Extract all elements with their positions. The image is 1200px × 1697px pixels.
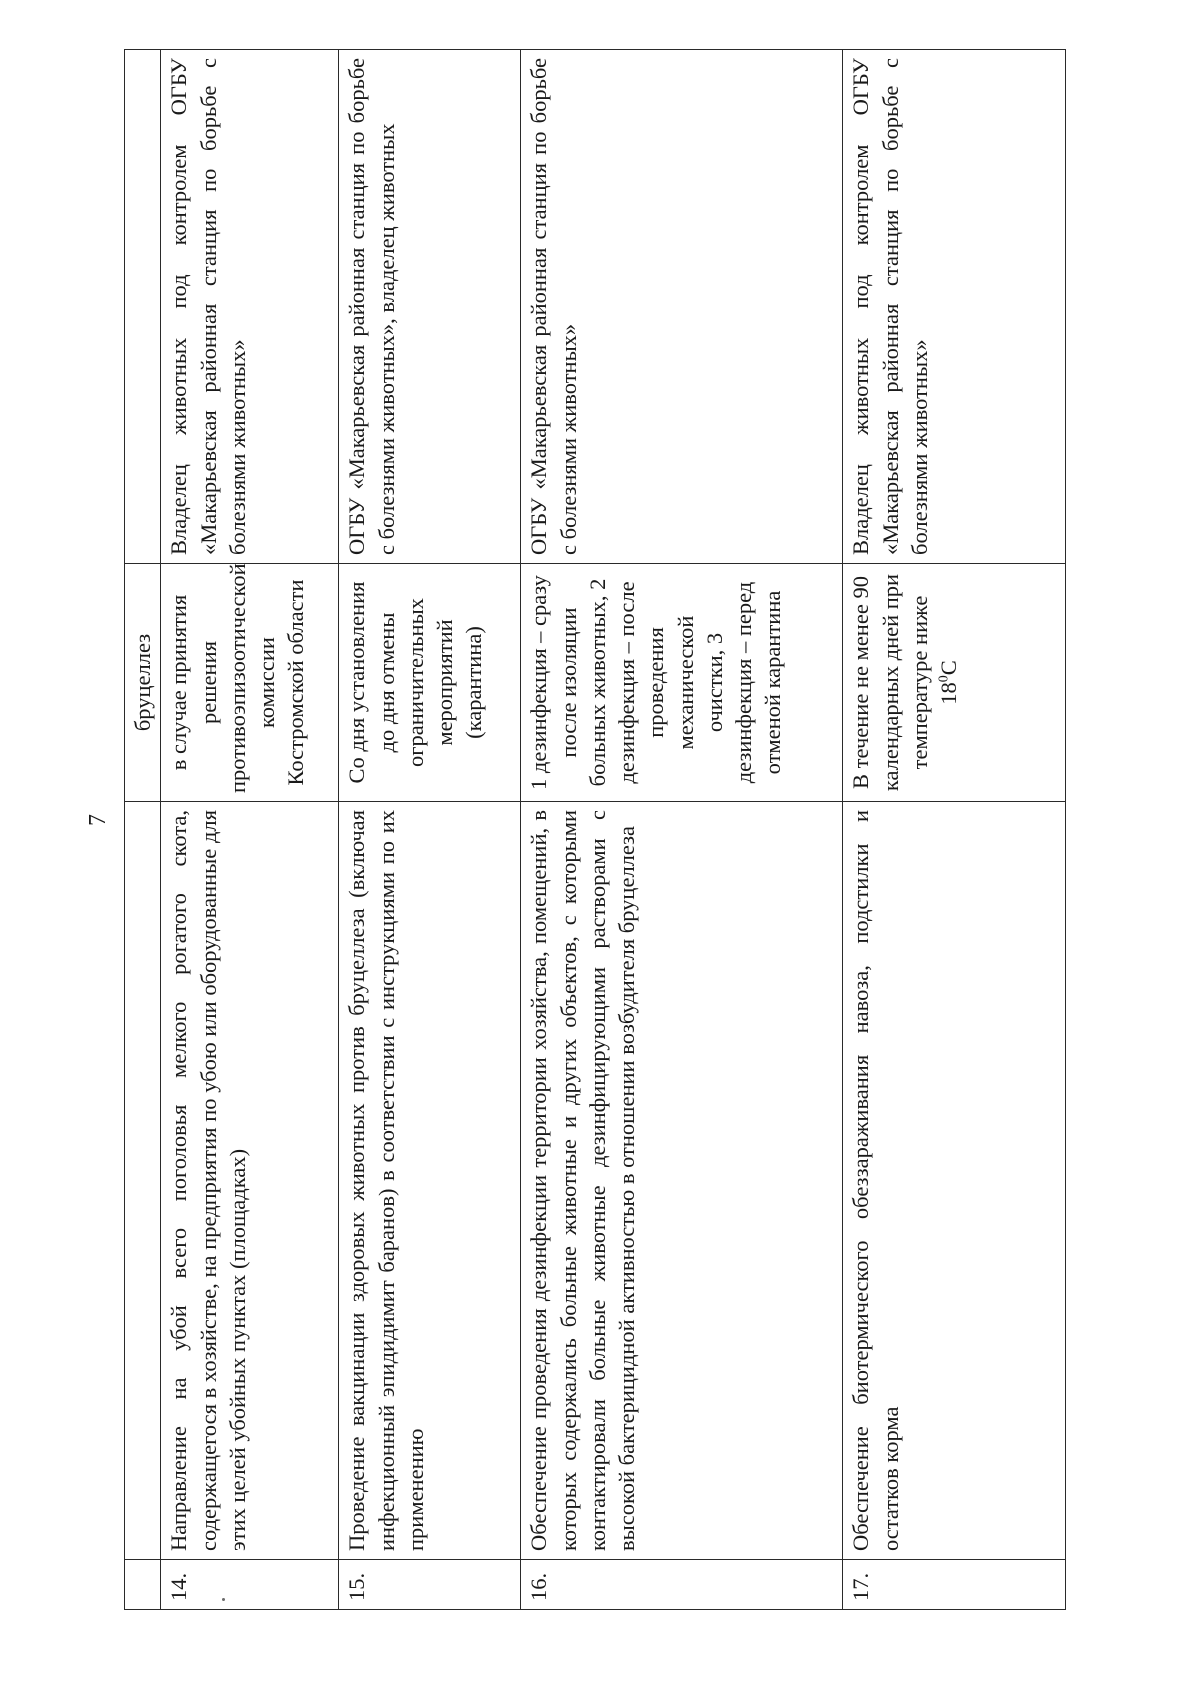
row-action: Обеспечение проведения дезинфекции территории хозяйства, помещений, в которых содержались больные животные и других объектов, с которыми контактировали больные животные дезинфицирующими растворами с высокой бактерицидной активностью в отношении возбудителя бруцеллеза: [521, 802, 843, 1560]
row-responsible: Владелец животных под контролем ОГБУ «Макарьевская районная станция по борьбе с болезнями животных»: [161, 50, 339, 564]
row-time: в случае принятия решения противоэпизоотической комиссии Костромской области: [161, 564, 339, 802]
table-row: [843, 50, 1066, 1610]
page-number: 7: [85, 814, 111, 826]
header-responsible-cell: [125, 50, 161, 564]
temperature-unit: С: [936, 660, 961, 676]
row-responsible: Владелец животных под контролем ОГБУ «Макарьевская районная станция по борьбе с болезнями животных»: [843, 50, 1066, 564]
row-action: Проведение вакцинации здоровых животных против бруцеллеза (включая инфекционный эпидидимит баранов) в соответствии с инструкциями по их применению: [339, 802, 521, 1560]
row-responsible: ОГБУ «Макарьевская районная станция по борьбе с болезнями животных», владелец животных: [339, 50, 521, 564]
row-number: 14.: [161, 1560, 339, 1610]
row-time: Со дня установления до дня отмены ограничительных мероприятий (карантина): [339, 564, 521, 802]
row-responsible: ОГБУ «Макарьевская районная станция по борьбе с болезнями животных»: [521, 50, 843, 564]
degree-superscript: 0: [936, 675, 952, 683]
table-row: [521, 50, 843, 1610]
row-time: 1 дезинфекция – сразу после изоляции больных животных, 2 дезинфекция – после проведения механической очистки, 3 дезинфекция – перед отменой карантина: [521, 564, 843, 802]
header-time-cell: бруцеллез: [125, 564, 161, 802]
row-number: 17.: [843, 1560, 1066, 1610]
row-number: 16.: [521, 1560, 843, 1610]
rotated-table-sheet: [124, 50, 1066, 1610]
row-number: 15.: [339, 1560, 521, 1610]
header-num-cell: [125, 1560, 161, 1610]
table-row: [339, 50, 521, 1610]
measures-table: [124, 49, 1066, 1610]
row-time-text: В течение не менее 90 календарных дней при температуре ниже 18: [848, 573, 961, 792]
header-action-cell: [125, 802, 161, 1560]
row-action: Направление на убой всего поголовья мелкого рогатого скота, содержащегося в хозяйстве, на предприятия по убою или оборудованные для этих целей убойных пунктах (площадках): [161, 802, 339, 1560]
table-header-row: [125, 50, 161, 1610]
row-action: Обеспечение биотермического обеззараживания навоза, подстилки и остатков корма: [843, 802, 1066, 1560]
table-row: [161, 50, 339, 1610]
row-time: [843, 564, 1066, 802]
